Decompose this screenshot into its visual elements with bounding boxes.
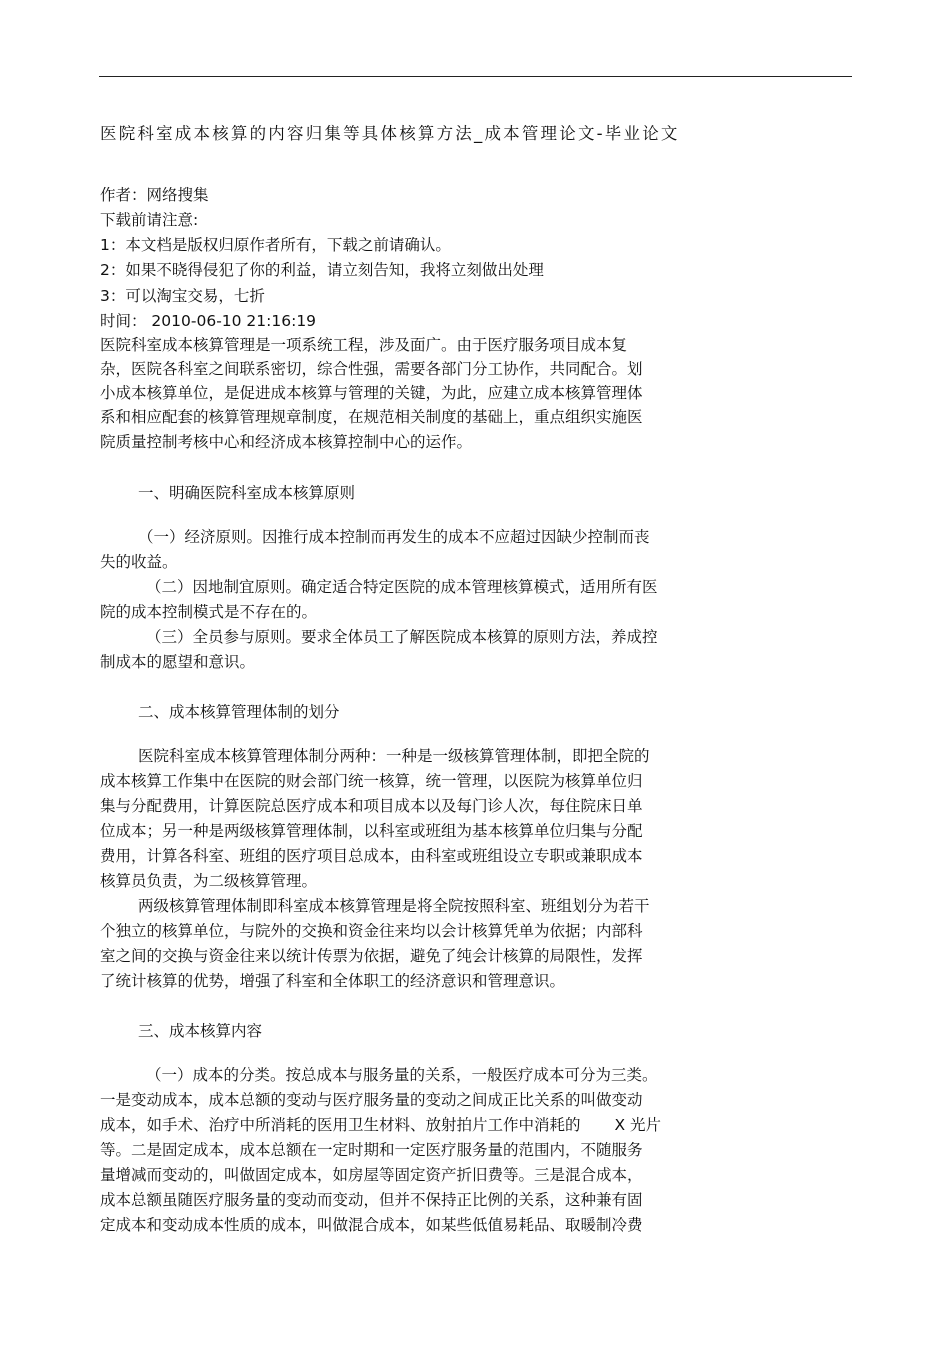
text-line: 位成本；另一种是两级核算管理体制，以科室或班组为基本核算单位归集与分配: [100, 822, 643, 840]
text-line: 了统计核算的优势，增强了科室和全体职工的经济意识和管理意识。: [100, 972, 566, 990]
section-heading: 一、明确医院科室成本核算原则: [138, 484, 356, 502]
text-line: 院质量控制考核中心和经济成本核算控制中心的运作。: [100, 433, 473, 451]
time-line: 时间： 2010-06-10 21:16:19: [100, 312, 317, 330]
text-line: 集与分配费用，计算医院总医疗成本和项目成本以及每门诊人次，每住院床日单: [100, 797, 643, 815]
text-line: 成本总额虽随医疗服务量的变动而变动，但并不保持正比例的关系，这种兼有固: [100, 1191, 643, 1209]
notice-item-3: 3：可以淘宝交易，七折: [100, 287, 265, 305]
text-line: 个独立的核算单位，与院外的交换和资金往来均以会计核算凭单为依据；内部科: [100, 922, 643, 940]
section-heading: 二、成本核算管理体制的划分: [138, 703, 340, 721]
text-line: 成本核算工作集中在医院的财会部门统一核算，统一管理，以医院为核算单位归: [100, 772, 643, 790]
text-line: 室之间的交换与资金往来以统计传票为依据，避免了纯会计核算的局限性，发挥: [100, 947, 643, 965]
author-line: 作者：网络搜集: [100, 186, 209, 204]
text-line: 量增减而变动的，叫做固定成本，如房屋等固定资产折旧费等。三是混合成本，: [100, 1166, 643, 1184]
text-line: [100, 1114, 661, 1136]
document-title: 医院科室成本核算的内容归集等具体核算方法_成本管理论文-毕业论文: [100, 124, 680, 143]
text-line: 一是变动成本，成本总额的变动与医疗服务量的变动之间成正比关系的叫做变动: [100, 1091, 643, 1109]
text-line: （三）全员参与原则。要求全体员工了解医院成本核算的原则方法，养成控: [146, 628, 658, 646]
text-line: 核算员负责，为二级核算管理。: [100, 872, 318, 890]
text-line: 制成本的愿望和意识。: [100, 653, 256, 671]
text-line: 系和相应配套的核算管理规章制度，在规范相关制度的基础上，重点组织实施医: [100, 408, 643, 426]
text-line: 杂，医院各科室之间联系密切，综合性强，需要各部门分工协作，共同配合。划: [100, 360, 643, 378]
text-line: （一）经济原则。因推行成本控制而再发生的成本不应超过因缺少控制而丧: [138, 528, 650, 546]
text-line: 等。二是固定成本，成本总额在一定时期和一定医疗服务量的范围内，不随服务: [100, 1141, 643, 1159]
notice-item-2: 2：如果不晓得侵犯了你的利益，请立刻告知，我将立刻做出处理: [100, 261, 544, 279]
notice-item-1: 1：本文档是版权归原作者所有，下载之前请确认。: [100, 236, 451, 254]
text-line: （一）成本的分类。按总成本与服务量的关系，一般医疗成本可分为三类。: [146, 1066, 658, 1084]
text-line: 费用，计算各科室、班组的医疗项目总成本，由科室或班组设立专职或兼职成本: [100, 847, 643, 865]
text-line: 小成本核算单位，是促进成本核算与管理的关键，为此，应建立成本核算管理体: [100, 384, 643, 402]
text-line: 医院科室成本核算管理是一项系统工程，涉及面广。由于医疗服务项目成本复: [100, 336, 628, 354]
text-line: 医院科室成本核算管理体制分两种：一种是一级核算管理体制，即把全院的: [138, 747, 650, 765]
notice-heading: 下载前请注意:: [100, 211, 199, 229]
text-line: 两级核算管理体制即科室成本核算管理是将全院按照科室、班组划分为若干: [138, 897, 650, 915]
section-heading: 三、成本核算内容: [138, 1022, 263, 1040]
text-fragment: X 光片: [614, 1116, 662, 1134]
text-line: （二）因地制宜原则。确定适合特定医院的成本管理核算模式，适用所有医: [146, 578, 658, 596]
header-rule: [99, 76, 852, 77]
text-line: 院的成本控制模式是不存在的。: [100, 603, 318, 621]
text-line: 失的收益。: [100, 553, 178, 571]
text-line: 定成本和变动成本性质的成本，叫做混合成本，如某些低值易耗品、取暖制冷费: [100, 1216, 643, 1234]
text-fragment: 成本，如手术、治疗中所消耗的医用卫生材料、放射拍片工作中消耗的: [100, 1116, 581, 1134]
